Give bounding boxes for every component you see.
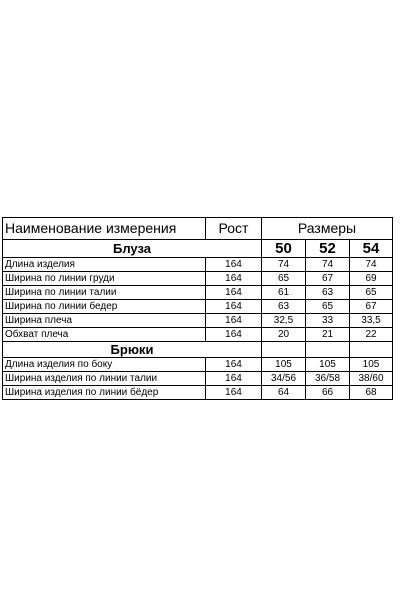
size-50-value: 34/56 [262, 372, 306, 386]
header-measurement-name: Наименование измерения [3, 218, 206, 240]
size-54-value: 69 [350, 272, 393, 286]
measurement-name: Ширина по линии талии [3, 286, 206, 300]
size-52-value: 36/58 [306, 372, 350, 386]
size-50-value: 20 [262, 328, 306, 342]
size-chart-table [2, 217, 393, 400]
size-52-value: 105 [306, 358, 350, 372]
size-50-value: 63 [262, 300, 306, 314]
size-54-value: 67 [350, 300, 393, 314]
size-value-50: 50 [262, 240, 306, 258]
size-52-value: 21 [306, 328, 350, 342]
header-height: Рост [206, 218, 262, 240]
size-54-value: 33,5 [350, 314, 393, 328]
header-sizes: Размеры [262, 218, 393, 240]
table-row [3, 328, 393, 342]
table-row [3, 314, 393, 328]
height-value: 164 [206, 272, 262, 286]
height-value: 164 [206, 358, 262, 372]
table-row [3, 300, 393, 314]
empty-cell [306, 342, 350, 358]
measurement-name: Ширина изделия по линии бёдер [3, 386, 206, 400]
table-row [3, 386, 393, 400]
size-52-value: 67 [306, 272, 350, 286]
size-50-value: 64 [262, 386, 306, 400]
measurement-name: Обхват плеча [3, 328, 206, 342]
size-54-value: 74 [350, 258, 393, 272]
size-50-value: 74 [262, 258, 306, 272]
section-pants-row [3, 342, 393, 358]
table-row [3, 358, 393, 372]
measurement-name: Ширина изделия по линии талии [3, 372, 206, 386]
size-54-value: 22 [350, 328, 393, 342]
size-54-value: 38/60 [350, 372, 393, 386]
measurement-name: Ширина по линии груди [3, 272, 206, 286]
height-value: 164 [206, 314, 262, 328]
size-value-54: 54 [350, 240, 393, 258]
height-value: 164 [206, 258, 262, 272]
section-blouse-row [3, 240, 393, 258]
header-row [3, 218, 393, 240]
size-value-52: 52 [306, 240, 350, 258]
size-50-value: 65 [262, 272, 306, 286]
section-title-pants: Брюки [3, 342, 262, 358]
size-52-value: 74 [306, 258, 350, 272]
table-row [3, 286, 393, 300]
size-52-value: 65 [306, 300, 350, 314]
table-row [3, 372, 393, 386]
empty-cell [262, 342, 306, 358]
size-52-value: 33 [306, 314, 350, 328]
size-52-value: 66 [306, 386, 350, 400]
measurement-name: Длина изделия [3, 258, 206, 272]
section-title-blouse: Блуза [3, 240, 262, 258]
table-row [3, 258, 393, 272]
size-50-value: 32,5 [262, 314, 306, 328]
height-value: 164 [206, 386, 262, 400]
height-value: 164 [206, 286, 262, 300]
table-row [3, 272, 393, 286]
size-54-value: 105 [350, 358, 393, 372]
height-value: 164 [206, 300, 262, 314]
height-value: 164 [206, 372, 262, 386]
measurement-name: Длина изделия по боку [3, 358, 206, 372]
size-54-value: 68 [350, 386, 393, 400]
size-52-value: 63 [306, 286, 350, 300]
size-54-value: 65 [350, 286, 393, 300]
empty-cell [350, 342, 393, 358]
size-50-value: 61 [262, 286, 306, 300]
measurement-name: Ширина плеча [3, 314, 206, 328]
height-value: 164 [206, 328, 262, 342]
size-50-value: 105 [262, 358, 306, 372]
measurement-name: Ширина по линии бедер [3, 300, 206, 314]
